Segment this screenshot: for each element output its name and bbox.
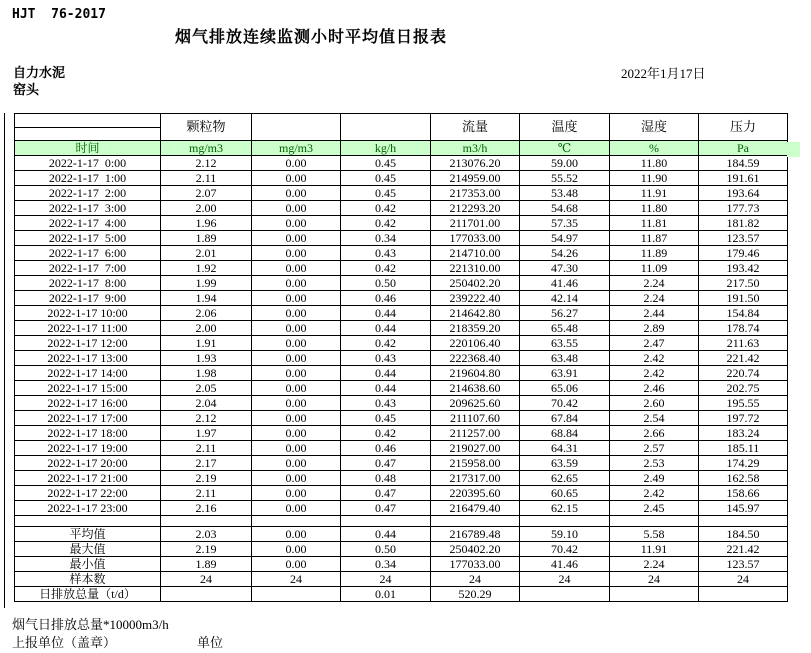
summary-value: 24 — [252, 572, 341, 587]
value-cell: 191.61 — [699, 171, 788, 186]
value-cell: 0.44 — [341, 381, 431, 396]
value-cell: 0.00 — [252, 456, 341, 471]
group-header: 湿度 — [610, 114, 699, 141]
value-cell: 63.91 — [520, 366, 610, 381]
value-cell: 63.48 — [520, 351, 610, 366]
empty-cell — [699, 516, 788, 527]
value-cell: 11.81 — [610, 216, 699, 231]
value-cell: 2.16 — [161, 501, 252, 516]
value-cell: 221.42 — [699, 351, 788, 366]
monitor-point-name: 窑头 — [13, 82, 40, 97]
time-cell: 2022-1-17 2:00 — [15, 186, 161, 201]
time-header: 时间 — [15, 141, 161, 156]
value-cell: 218359.20 — [431, 321, 520, 336]
summary-label: 平均值 — [15, 527, 161, 542]
value-cell: 1.94 — [161, 291, 252, 306]
summary-value: 2.03 — [161, 527, 252, 542]
report-unit-label: 上报单位（盖章） — [12, 635, 117, 650]
time-cell: 2022-1-17 4:00 — [15, 216, 161, 231]
value-cell: 2.66 — [610, 426, 699, 441]
value-cell: 2.11 — [161, 171, 252, 186]
summary-value: 216789.48 — [431, 527, 520, 542]
unit-header-row — [15, 141, 788, 156]
value-cell: 42.14 — [520, 291, 610, 306]
time-cell: 2022-1-17 7:00 — [15, 261, 161, 276]
value-cell: 174.29 — [699, 456, 788, 471]
time-cell: 2022-1-17 6:00 — [15, 246, 161, 261]
unit-header: m3/h — [431, 141, 520, 156]
summary-value: 5.58 — [610, 527, 699, 542]
table-row — [15, 471, 788, 486]
value-cell: 0.48 — [341, 471, 431, 486]
value-cell: 1.98 — [161, 366, 252, 381]
header-band-overhang — [787, 142, 800, 157]
value-cell: 2.12 — [161, 411, 252, 426]
time-cell: 2022-1-17 16:00 — [15, 396, 161, 411]
summary-value: 24 — [431, 572, 520, 587]
empty-cell — [341, 516, 431, 527]
value-cell: 177.73 — [699, 201, 788, 216]
table-row — [15, 261, 788, 276]
unit-label: 单位 — [197, 635, 224, 650]
value-cell: 2.45 — [610, 501, 699, 516]
value-cell: 2.17 — [161, 456, 252, 471]
value-cell: 0.00 — [252, 441, 341, 456]
summary-value: 0.50 — [341, 542, 431, 557]
value-cell: 1.93 — [161, 351, 252, 366]
summary-value: 184.50 — [699, 527, 788, 542]
summary-value: 41.46 — [520, 557, 610, 572]
time-cell: 2022-1-17 17:00 — [15, 411, 161, 426]
value-cell: 239222.40 — [431, 291, 520, 306]
value-cell: 0.00 — [252, 246, 341, 261]
group-header: 温度 — [520, 114, 610, 141]
table-row — [15, 381, 788, 396]
summary-label: 日排放总量（t/d） — [15, 587, 161, 602]
spacer-row — [15, 516, 788, 527]
value-cell: 2.44 — [610, 306, 699, 321]
time-cell: 2022-1-17 8:00 — [15, 276, 161, 291]
value-cell: 211.63 — [699, 336, 788, 351]
table-row — [15, 306, 788, 321]
value-cell: 63.55 — [520, 336, 610, 351]
standard-code: HJT 76-2017 — [12, 7, 106, 22]
value-cell: 0.44 — [341, 366, 431, 381]
value-cell: 2.42 — [610, 366, 699, 381]
time-cell: 2022-1-17 22:00 — [15, 486, 161, 501]
group-header: 流量 — [431, 114, 520, 141]
value-cell: 0.00 — [252, 231, 341, 246]
value-cell: 0.00 — [252, 471, 341, 486]
summary-value: 0.00 — [252, 542, 341, 557]
value-cell: 212293.20 — [431, 201, 520, 216]
value-cell: 1.89 — [161, 231, 252, 246]
value-cell: 0.34 — [341, 231, 431, 246]
value-cell: 2.42 — [610, 486, 699, 501]
table-row — [15, 321, 788, 336]
value-cell: 0.00 — [252, 216, 341, 231]
table-row — [15, 351, 788, 366]
value-cell: 56.27 — [520, 306, 610, 321]
value-cell: 0.47 — [341, 501, 431, 516]
value-cell: 217353.00 — [431, 186, 520, 201]
monitoring-data-table — [14, 113, 788, 602]
value-cell: 2.24 — [610, 276, 699, 291]
empty-cell — [610, 516, 699, 527]
value-cell: 0.00 — [252, 366, 341, 381]
summary-value: 24 — [610, 572, 699, 587]
value-cell: 193.42 — [699, 261, 788, 276]
time-cell: 2022-1-17 5:00 — [15, 231, 161, 246]
value-cell: 214710.00 — [431, 246, 520, 261]
value-cell: 0.46 — [341, 291, 431, 306]
summary-value — [699, 587, 788, 602]
value-cell: 0.42 — [341, 426, 431, 441]
value-cell: 2.46 — [610, 381, 699, 396]
unit-header: ℃ — [520, 141, 610, 156]
value-cell: 213076.20 — [431, 156, 520, 171]
value-cell: 179.46 — [699, 246, 788, 261]
time-cell: 2022-1-17 0:00 — [15, 156, 161, 171]
table-row — [15, 411, 788, 426]
value-cell: 0.00 — [252, 321, 341, 336]
value-cell: 2.24 — [610, 291, 699, 306]
value-cell: 2.19 — [161, 471, 252, 486]
summary-value: 1.89 — [161, 557, 252, 572]
summary-value: 24 — [341, 572, 431, 587]
unit-header: % — [610, 141, 699, 156]
value-cell: 2.47 — [610, 336, 699, 351]
table-row — [15, 426, 788, 441]
summary-label: 样本数 — [15, 572, 161, 587]
summary-value: 0.00 — [252, 557, 341, 572]
value-cell: 0.45 — [341, 171, 431, 186]
summary-row — [15, 542, 788, 557]
group-header — [252, 114, 341, 141]
value-cell: 220106.40 — [431, 336, 520, 351]
report-date: 2022年1月17日 — [621, 66, 706, 81]
value-cell: 11.89 — [610, 246, 699, 261]
summary-value: 24 — [161, 572, 252, 587]
table-row — [15, 186, 788, 201]
value-cell: 216479.40 — [431, 501, 520, 516]
value-cell: 63.59 — [520, 456, 610, 471]
time-cell: 2022-1-17 21:00 — [15, 471, 161, 486]
header-corner-top — [15, 114, 161, 128]
value-cell: 2.89 — [610, 321, 699, 336]
value-cell: 65.06 — [520, 381, 610, 396]
value-cell: 11.09 — [610, 261, 699, 276]
value-cell: 202.75 — [699, 381, 788, 396]
value-cell: 0.00 — [252, 486, 341, 501]
summary-value — [520, 587, 610, 602]
value-cell: 0.00 — [252, 396, 341, 411]
summary-value: 123.57 — [699, 557, 788, 572]
value-cell: 0.43 — [341, 246, 431, 261]
table-row — [15, 486, 788, 501]
summary-value: 24 — [520, 572, 610, 587]
value-cell: 0.00 — [252, 306, 341, 321]
value-cell: 145.97 — [699, 501, 788, 516]
time-cell: 2022-1-17 19:00 — [15, 441, 161, 456]
empty-cell — [431, 516, 520, 527]
value-cell: 220395.60 — [431, 486, 520, 501]
table-row — [15, 276, 788, 291]
value-cell: 0.42 — [341, 201, 431, 216]
group-header — [341, 114, 431, 141]
value-cell: 0.43 — [341, 351, 431, 366]
time-cell: 2022-1-17 10:00 — [15, 306, 161, 321]
value-cell: 211257.00 — [431, 426, 520, 441]
value-cell: 54.68 — [520, 201, 610, 216]
value-cell: 184.59 — [699, 156, 788, 171]
time-cell: 2022-1-17 20:00 — [15, 456, 161, 471]
group-header: 压力 — [699, 114, 788, 141]
time-cell: 2022-1-17 9:00 — [15, 291, 161, 306]
value-cell: 221310.00 — [431, 261, 520, 276]
value-cell: 2.12 — [161, 156, 252, 171]
summary-value: 0.44 — [341, 527, 431, 542]
value-cell: 1.99 — [161, 276, 252, 291]
value-cell: 67.84 — [520, 411, 610, 426]
value-cell: 214959.00 — [431, 171, 520, 186]
value-cell: 62.65 — [520, 471, 610, 486]
value-cell: 68.84 — [520, 426, 610, 441]
value-cell: 54.26 — [520, 246, 610, 261]
value-cell: 0.00 — [252, 381, 341, 396]
table-row — [15, 366, 788, 381]
value-cell: 2.00 — [161, 201, 252, 216]
value-cell: 0.00 — [252, 261, 341, 276]
table-row — [15, 156, 788, 171]
value-cell: 0.43 — [341, 396, 431, 411]
group-header: 颗粒物 — [161, 114, 252, 141]
value-cell: 193.64 — [699, 186, 788, 201]
unit-header: mg/m3 — [252, 141, 341, 156]
table-left-rule — [4, 113, 5, 608]
table-row — [15, 231, 788, 246]
value-cell: 2.54 — [610, 411, 699, 426]
time-cell: 2022-1-17 14:00 — [15, 366, 161, 381]
value-cell: 0.00 — [252, 411, 341, 426]
value-cell: 0.47 — [341, 486, 431, 501]
value-cell: 181.82 — [699, 216, 788, 231]
summary-value: 520.29 — [431, 587, 520, 602]
time-cell: 2022-1-17 11:00 — [15, 321, 161, 336]
unit-header: mg/m3 — [161, 141, 252, 156]
value-cell: 0.50 — [341, 276, 431, 291]
summary-row — [15, 572, 788, 587]
value-cell: 55.52 — [520, 171, 610, 186]
summary-value: 2.24 — [610, 557, 699, 572]
value-cell: 0.00 — [252, 201, 341, 216]
value-cell: 11.80 — [610, 156, 699, 171]
table-row — [15, 216, 788, 231]
table-row — [15, 291, 788, 306]
value-cell: 2.01 — [161, 246, 252, 261]
time-cell: 2022-1-17 13:00 — [15, 351, 161, 366]
value-cell: 2.49 — [610, 471, 699, 486]
value-cell: 0.00 — [252, 351, 341, 366]
value-cell: 162.58 — [699, 471, 788, 486]
summary-value: 2.19 — [161, 542, 252, 557]
value-cell: 2.00 — [161, 321, 252, 336]
time-cell: 2022-1-17 3:00 — [15, 201, 161, 216]
value-cell: 62.15 — [520, 501, 610, 516]
value-cell: 211107.60 — [431, 411, 520, 426]
unit-header: kg/h — [341, 141, 431, 156]
value-cell: 2.04 — [161, 396, 252, 411]
summary-value: 221.42 — [699, 542, 788, 557]
value-cell: 2.60 — [610, 396, 699, 411]
value-cell: 57.35 — [520, 216, 610, 231]
value-cell: 2.42 — [610, 351, 699, 366]
empty-cell — [15, 516, 161, 527]
value-cell: 215958.00 — [431, 456, 520, 471]
summary-value — [610, 587, 699, 602]
value-cell: 250402.20 — [431, 276, 520, 291]
value-cell: 1.91 — [161, 336, 252, 351]
value-cell: 65.48 — [520, 321, 610, 336]
table-row — [15, 171, 788, 186]
value-cell: 123.57 — [699, 231, 788, 246]
value-cell: 2.05 — [161, 381, 252, 396]
summary-value: 250402.20 — [431, 542, 520, 557]
value-cell: 217.50 — [699, 276, 788, 291]
value-cell: 53.48 — [520, 186, 610, 201]
value-cell: 191.50 — [699, 291, 788, 306]
value-cell: 220.74 — [699, 366, 788, 381]
value-cell: 0.45 — [341, 186, 431, 201]
value-cell: 0.00 — [252, 171, 341, 186]
value-cell: 0.00 — [252, 276, 341, 291]
value-cell: 0.47 — [341, 456, 431, 471]
value-cell: 183.24 — [699, 426, 788, 441]
summary-row — [15, 527, 788, 542]
value-cell: 197.72 — [699, 411, 788, 426]
summary-value: 177033.00 — [431, 557, 520, 572]
time-cell: 2022-1-17 23:00 — [15, 501, 161, 516]
empty-cell — [252, 516, 341, 527]
value-cell: 0.44 — [341, 306, 431, 321]
value-cell: 0.44 — [341, 321, 431, 336]
value-cell: 54.97 — [520, 231, 610, 246]
summary-value — [161, 587, 252, 602]
table-row — [15, 501, 788, 516]
value-cell: 0.45 — [341, 156, 431, 171]
summary-value: 11.91 — [610, 542, 699, 557]
table-row — [15, 246, 788, 261]
value-cell: 214642.80 — [431, 306, 520, 321]
value-cell: 209625.60 — [431, 396, 520, 411]
summary-value: 0.00 — [252, 527, 341, 542]
summary-value: 24 — [699, 572, 788, 587]
value-cell: 60.65 — [520, 486, 610, 501]
time-cell: 2022-1-17 15:00 — [15, 381, 161, 396]
value-cell: 1.97 — [161, 426, 252, 441]
value-cell: 2.11 — [161, 441, 252, 456]
value-cell: 0.00 — [252, 426, 341, 441]
value-cell: 0.00 — [252, 336, 341, 351]
summary-value: 70.42 — [520, 542, 610, 557]
company-name: 自力水泥 — [13, 65, 66, 80]
summary-value: 0.34 — [341, 557, 431, 572]
value-cell: 1.96 — [161, 216, 252, 231]
table-row — [15, 456, 788, 471]
summary-row — [15, 587, 788, 602]
summary-value — [252, 587, 341, 602]
time-cell: 2022-1-17 18:00 — [15, 426, 161, 441]
value-cell: 47.30 — [520, 261, 610, 276]
value-cell: 0.00 — [252, 186, 341, 201]
value-cell: 11.80 — [610, 201, 699, 216]
table-row — [15, 336, 788, 351]
value-cell: 177033.00 — [431, 231, 520, 246]
table-row — [15, 441, 788, 456]
time-cell: 2022-1-17 12:00 — [15, 336, 161, 351]
value-cell: 214638.60 — [431, 381, 520, 396]
value-cell: 64.31 — [520, 441, 610, 456]
flue-gas-total-note: 烟气日排放总量*10000m3/h — [12, 617, 169, 632]
table-row — [15, 201, 788, 216]
summary-label: 最小值 — [15, 557, 161, 572]
value-cell: 11.91 — [610, 186, 699, 201]
summary-row — [15, 557, 788, 572]
value-cell: 0.42 — [341, 336, 431, 351]
value-cell: 0.00 — [252, 501, 341, 516]
value-cell: 2.11 — [161, 486, 252, 501]
summary-value: 59.10 — [520, 527, 610, 542]
value-cell: 70.42 — [520, 396, 610, 411]
value-cell: 219027.00 — [431, 441, 520, 456]
table-row — [15, 396, 788, 411]
time-cell: 2022-1-17 1:00 — [15, 171, 161, 186]
value-cell: 2.07 — [161, 186, 252, 201]
value-cell: 0.00 — [252, 156, 341, 171]
value-cell: 178.74 — [699, 321, 788, 336]
value-cell: 11.90 — [610, 171, 699, 186]
report-title: 烟气排放连续监测小时平均值日报表 — [174, 29, 447, 46]
summary-value: 0.01 — [341, 587, 431, 602]
summary-label: 最大值 — [15, 542, 161, 557]
value-cell: 222368.40 — [431, 351, 520, 366]
value-cell: 2.06 — [161, 306, 252, 321]
value-cell: 0.00 — [252, 291, 341, 306]
value-cell: 2.53 — [610, 456, 699, 471]
value-cell: 185.11 — [699, 441, 788, 456]
value-cell: 0.45 — [341, 411, 431, 426]
value-cell: 211701.00 — [431, 216, 520, 231]
value-cell: 195.55 — [699, 396, 788, 411]
empty-cell — [520, 516, 610, 527]
value-cell: 1.92 — [161, 261, 252, 276]
value-cell: 41.46 — [520, 276, 610, 291]
empty-cell — [161, 516, 252, 527]
unit-header: Pa — [699, 141, 788, 156]
header-corner-bottom — [15, 127, 161, 141]
value-cell: 0.46 — [341, 441, 431, 456]
value-cell: 59.00 — [520, 156, 610, 171]
value-cell: 219604.80 — [431, 366, 520, 381]
value-cell: 0.42 — [341, 216, 431, 231]
value-cell: 2.57 — [610, 441, 699, 456]
value-cell: 11.87 — [610, 231, 699, 246]
value-cell: 0.42 — [341, 261, 431, 276]
value-cell: 154.84 — [699, 306, 788, 321]
value-cell: 217317.00 — [431, 471, 520, 486]
value-cell: 158.66 — [699, 486, 788, 501]
